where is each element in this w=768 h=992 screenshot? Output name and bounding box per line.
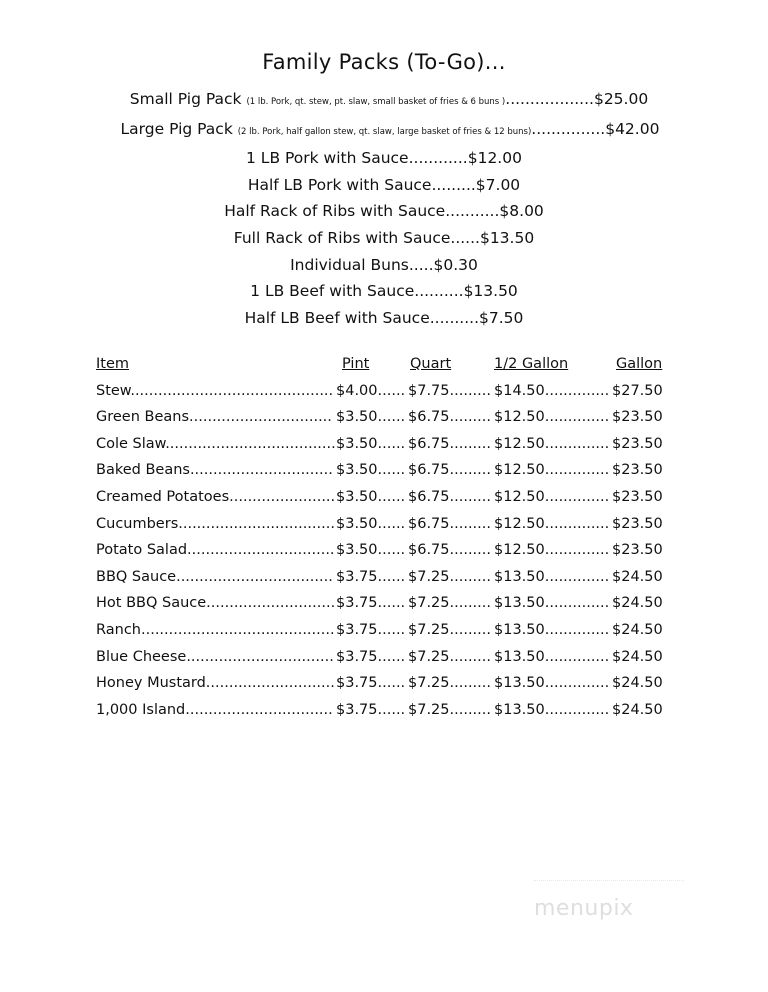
pack-item (0, 172, 768, 199)
pack-item (0, 145, 768, 172)
row-half-gallon: $12.50.............. (494, 435, 610, 452)
pack-dots: ...... (450, 228, 480, 247)
row-half-gallon: $14.50.............. (494, 382, 610, 399)
pack-name: 1 LB Pork with Sauce (246, 149, 409, 168)
row-item: Green Beans............................... (96, 409, 332, 426)
pack-price: $8.00 (499, 202, 544, 221)
row-gallon: $23.50 (612, 462, 663, 479)
pack-price: $7.00 (475, 175, 521, 194)
pack-name: Half LB Beef with Sauce (244, 308, 430, 327)
row-item: BBQ Sauce.................................. (96, 568, 333, 585)
table-row (96, 617, 676, 644)
row-quart: $6.75......... (408, 515, 491, 532)
pack-name: Individual Buns (290, 255, 409, 274)
menu-title: Family Packs (To-Go)... (262, 50, 506, 74)
row-pint: $4.00...... (336, 382, 406, 399)
family-packs-list (0, 86, 768, 331)
row-quart: $6.75......... (408, 462, 491, 479)
pack-name: 1 LB Beef with Sauce (250, 282, 415, 301)
menupix-watermark: menupix (534, 896, 634, 921)
pack-item (0, 225, 768, 252)
row-item: Stew............................................ (96, 382, 334, 399)
table-row (96, 378, 676, 405)
row-pint: $3.75...... (336, 675, 406, 692)
row-quart: $7.25......... (408, 595, 491, 612)
row-quart: $7.25......... (408, 621, 491, 638)
watermark-divider (534, 880, 684, 882)
pack-dots: .......... (429, 308, 480, 327)
pack-dots: .......... (414, 282, 464, 301)
pack-price: $12.00 (467, 149, 522, 168)
row-quart: $7.25......... (408, 568, 491, 585)
row-pint: $3.50...... (336, 515, 406, 532)
table-row (96, 404, 676, 431)
row-half-gallon: $12.50.............. (494, 542, 610, 559)
row-half-gallon: $13.50.............. (494, 621, 610, 638)
table-row (96, 697, 676, 724)
pack-price: $7.50 (479, 308, 524, 327)
row-half-gallon: $13.50.............. (494, 675, 610, 692)
pack-dots: ......... (431, 175, 476, 194)
row-gallon: $24.50 (612, 568, 663, 585)
row-item: Ranch.......................................... (96, 621, 335, 638)
row-gallon: $24.50 (612, 648, 663, 665)
row-pint: $3.75...... (336, 595, 406, 612)
sides-price-table (96, 351, 676, 723)
row-gallon: $27.50 (612, 382, 663, 399)
pack-item (0, 86, 768, 116)
row-gallon: $23.50 (612, 435, 663, 452)
row-gallon: $23.50 (612, 515, 663, 532)
header-gallon: Gallon (616, 356, 663, 372)
row-quart: $6.75......... (408, 542, 491, 559)
table-row (96, 590, 676, 617)
table-row (96, 511, 676, 538)
row-quart: $6.75......... (408, 435, 491, 452)
row-half-gallon: $13.50.............. (494, 648, 610, 665)
row-item: Potato Salad................................ (96, 542, 335, 559)
row-item: Cole Slaw..................................... (96, 435, 336, 452)
row-half-gallon: $12.50.............. (494, 462, 610, 479)
table-row (96, 644, 676, 671)
row-pint: $3.75...... (336, 648, 406, 665)
row-item: Baked Beans............................... (96, 462, 333, 479)
pack-price: $13.50 (463, 282, 518, 301)
table-row (96, 537, 676, 564)
pack-price: $13.50 (479, 228, 535, 247)
row-item: Blue Cheese................................ (96, 648, 334, 665)
row-gallon: $24.50 (612, 675, 663, 692)
pack-price: $42.00 (605, 119, 660, 138)
row-quart: $7.25......... (408, 701, 491, 718)
table-row (96, 564, 676, 591)
row-quart: $7.75......... (408, 382, 491, 399)
row-pint: $3.75...... (336, 568, 406, 585)
row-half-gallon: $12.50.............. (494, 409, 610, 426)
pack-price: $0.30 (433, 255, 478, 274)
row-half-gallon: $13.50.............. (494, 701, 610, 718)
row-quart: $6.75......... (408, 409, 491, 426)
row-gallon: $24.50 (612, 595, 663, 612)
pack-dots: ............ (408, 149, 468, 168)
pack-name: Half Rack of Ribs with Sauce (224, 202, 446, 221)
header-half-gallon: 1/2 Gallon (494, 356, 569, 372)
row-item: Cucumbers.................................. (96, 515, 335, 532)
pack-dots: .................. (505, 90, 594, 108)
table-header-row (96, 351, 676, 378)
pack-price: $25.00 (593, 90, 649, 108)
row-half-gallon: $13.50.............. (494, 568, 610, 585)
row-gallon: $24.50 (612, 701, 663, 718)
pack-item (0, 305, 768, 332)
pack-item (0, 252, 768, 279)
pack-dots: ........... (445, 202, 500, 221)
pack-name: Large Pig Pack (120, 119, 233, 138)
row-gallon: $23.50 (612, 409, 663, 426)
row-item: Creamed Potatoes....................... (96, 488, 336, 505)
pack-dots: ..... (408, 255, 434, 274)
row-quart: $6.75......... (408, 488, 491, 505)
row-pint: $3.50...... (336, 435, 406, 452)
row-gallon: $23.50 (612, 488, 663, 505)
table-row (96, 457, 676, 484)
pack-item (0, 116, 768, 146)
row-gallon: $23.50 (612, 542, 663, 559)
pack-item (0, 278, 768, 305)
row-quart: $7.25......... (408, 675, 491, 692)
row-item: Honey Mustard............................ (96, 675, 335, 692)
header-quart: Quart (410, 356, 452, 372)
row-pint: $3.50...... (336, 462, 406, 479)
pack-detail: (2 lb. Pork, half gallon stew, qt. slaw, large basket of fries & 12 buns) (237, 126, 532, 137)
header-pint: Pint (342, 356, 370, 372)
row-item: 1,000 Island................................ (96, 701, 333, 718)
header-item: Item (96, 356, 130, 372)
pack-dots: ............... (531, 119, 606, 138)
pack-name: Small Pig Pack (129, 90, 242, 108)
row-half-gallon: $12.50.............. (494, 488, 610, 505)
row-pint: $3.75...... (336, 701, 406, 718)
row-gallon: $24.50 (612, 621, 663, 638)
pack-name: Full Rack of Ribs with Sauce (233, 228, 451, 247)
table-row (96, 670, 676, 697)
pack-detail: (1 lb. Pork, qt. stew, pt. slaw, small basket of fries & 6 buns ) (246, 97, 506, 107)
pack-name: Half LB Pork with Sauce (247, 175, 432, 194)
row-half-gallon: $12.50.............. (494, 515, 610, 532)
row-quart: $7.25......... (408, 648, 491, 665)
row-half-gallon: $13.50.............. (494, 595, 610, 612)
row-pint: $3.50...... (336, 488, 406, 505)
row-pint: $3.50...... (336, 542, 406, 559)
pack-item (0, 198, 768, 225)
row-pint: $3.75...... (336, 621, 406, 638)
row-pint: $3.50...... (336, 409, 406, 426)
table-row (96, 484, 676, 511)
table-row (96, 431, 676, 458)
row-item: Hot BBQ Sauce............................ (96, 595, 336, 612)
